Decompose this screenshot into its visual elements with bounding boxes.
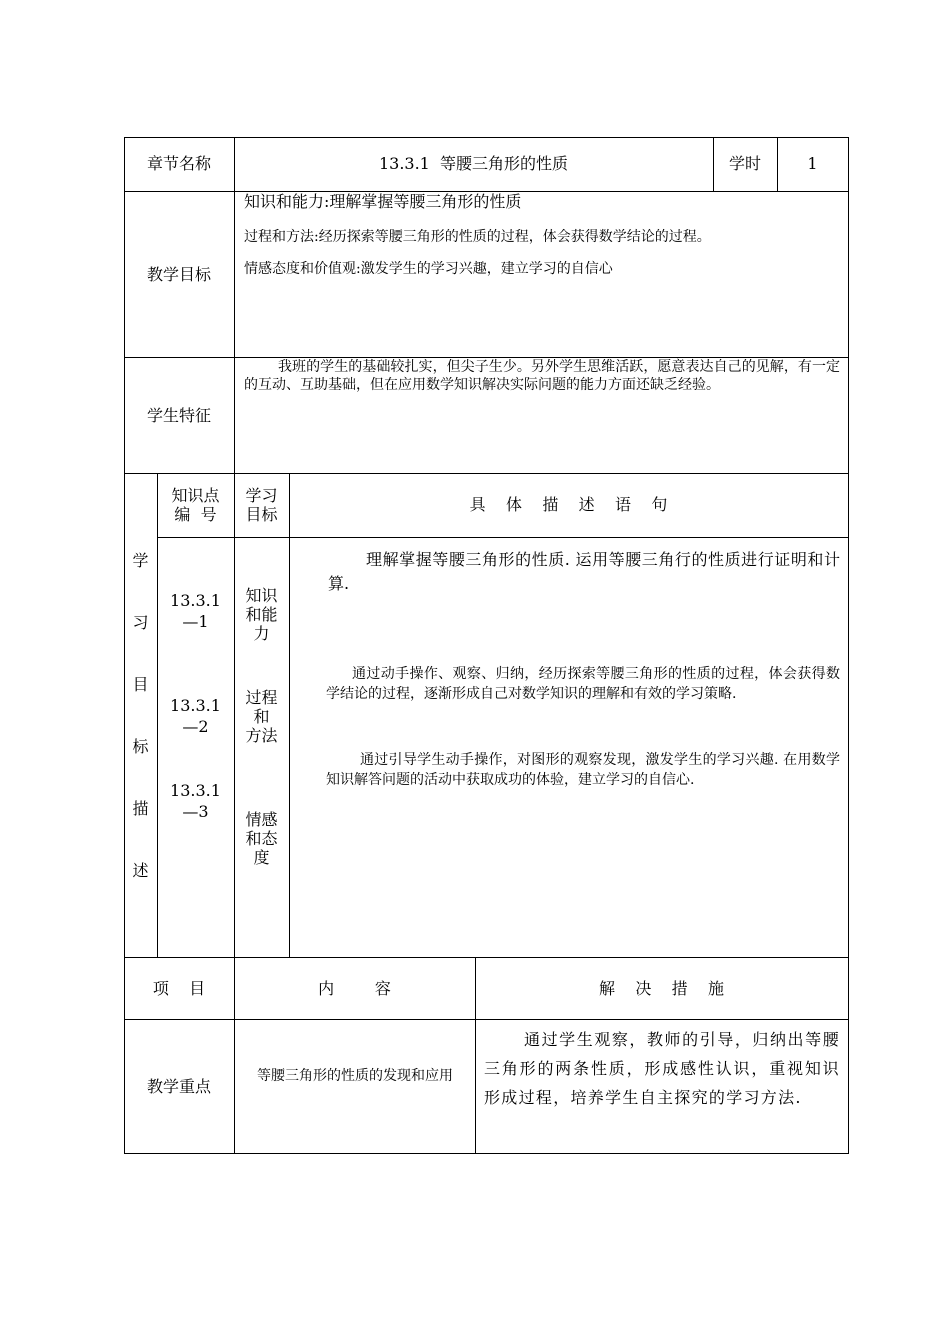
goal-line: 和 <box>253 707 270 726</box>
goal-header-line: 学习 <box>245 486 278 505</box>
inner-header-divider <box>157 537 849 538</box>
students-description: 我班的学生的基础较扎实，但尖子生少。另外学生思维活跃，愿意表达自己的见解，有一定的互动、互助基础，但在应用数学知识解决实际问题的能力方面还缺乏经验。 <box>244 359 840 393</box>
learning-goal-type <box>234 586 289 643</box>
row-divider-5 <box>124 1019 849 1020</box>
table-border-bottom <box>124 1153 849 1154</box>
code-line: 13.3.1 <box>170 781 221 800</box>
objective-process: 过程和方法:经历探索等腰三角形的性质的过程，体会获得数学结论的过程。 <box>244 229 711 245</box>
goal-line: 力 <box>253 624 270 643</box>
key-point-content: 等腰三角形的性质的发现和应用 <box>257 1068 453 1084</box>
col-divider-label <box>234 137 235 474</box>
goal-line: 和态 <box>245 829 278 848</box>
learning-goal-type <box>234 810 289 867</box>
chapter-label: 章节名称 <box>146 154 211 173</box>
code-line: 13.3.1 <box>170 591 221 610</box>
key-point-label: 教学重点 <box>146 1077 211 1096</box>
solution-header: 解 决 措 施 <box>598 979 725 998</box>
code-line: 13.3.1 <box>170 696 221 715</box>
table-border-top <box>124 137 849 138</box>
learning-description: 理解掌握等腰三角形的性质. 运用等腰三角行的性质进行证明和计算. <box>328 550 840 593</box>
code-line: —2 <box>182 717 209 736</box>
objectives-label: 教学目标 <box>146 265 211 284</box>
learning-description: 通过引导学生动手操作，对图形的观察发现，激发学生的学习兴趣. 在用数学知识解答问题的活动中获取成功的体验，建立学习的自信心. <box>326 752 840 788</box>
col-divider-goal <box>289 473 290 958</box>
learning-goal-type <box>234 688 289 745</box>
side-label-char: 标 <box>132 737 149 756</box>
goal-header-line: 目标 <box>245 505 278 524</box>
side-label-char: 目 <box>132 675 149 694</box>
side-label-char: 学 <box>132 551 149 570</box>
table-border-right <box>848 137 849 1154</box>
code-header-line: 知识点 <box>171 486 220 505</box>
table-border-left <box>124 137 125 1154</box>
goal-column-header <box>234 486 289 524</box>
goal-line: 过程 <box>245 688 278 707</box>
knowledge-code <box>157 695 234 737</box>
goal-line: 知识 <box>245 586 278 605</box>
row-divider-4 <box>124 957 849 958</box>
code-line: —1 <box>182 612 209 631</box>
goal-line: 度 <box>253 848 270 867</box>
students-label: 学生特征 <box>146 406 211 425</box>
knowledge-code <box>157 780 234 822</box>
learning-description: 通过动手操作、观察、归纳，经历探索等腰三角形的性质的过程，体会获得数学结论的过程，逐渐形成自己对数学知识的理解和有效的学习策略. <box>326 666 840 702</box>
row-divider-3 <box>124 473 849 474</box>
goal-line: 方法 <box>245 726 278 745</box>
description-column-header: 具 体 描 述 语 句 <box>469 495 668 514</box>
key-point-solution: 通过学生观察，教师的引导，归纳出等腰三角形的两条性质，形成感性认识，重视知识形成过程，培养学生自主探究的学习方法. <box>484 1030 840 1107</box>
side-label-char: 述 <box>132 861 149 880</box>
chapter-title: 13.3.1 等腰三角形的性质 <box>378 154 569 173</box>
hours-label: 学时 <box>728 154 761 173</box>
code-column-header <box>157 486 234 524</box>
side-label-char: 习 <box>132 613 149 632</box>
code-line: —3 <box>182 802 209 821</box>
item-header: 项 目 <box>152 979 206 998</box>
hours-value: 1 <box>807 154 818 173</box>
objective-emotion: 情感态度和价值观:激发学生的学习兴趣，建立学习的自信心 <box>244 261 613 277</box>
goal-line: 和能 <box>245 605 278 624</box>
objective-knowledge: 知识和能力:理解掌握等腰三角形的性质 <box>244 192 522 211</box>
code-header-line: 编 号 <box>174 505 217 524</box>
content-header: 内 容 <box>318 979 391 998</box>
knowledge-code <box>157 590 234 632</box>
goal-line: 情感 <box>245 810 278 829</box>
side-label-char: 描 <box>132 799 149 818</box>
